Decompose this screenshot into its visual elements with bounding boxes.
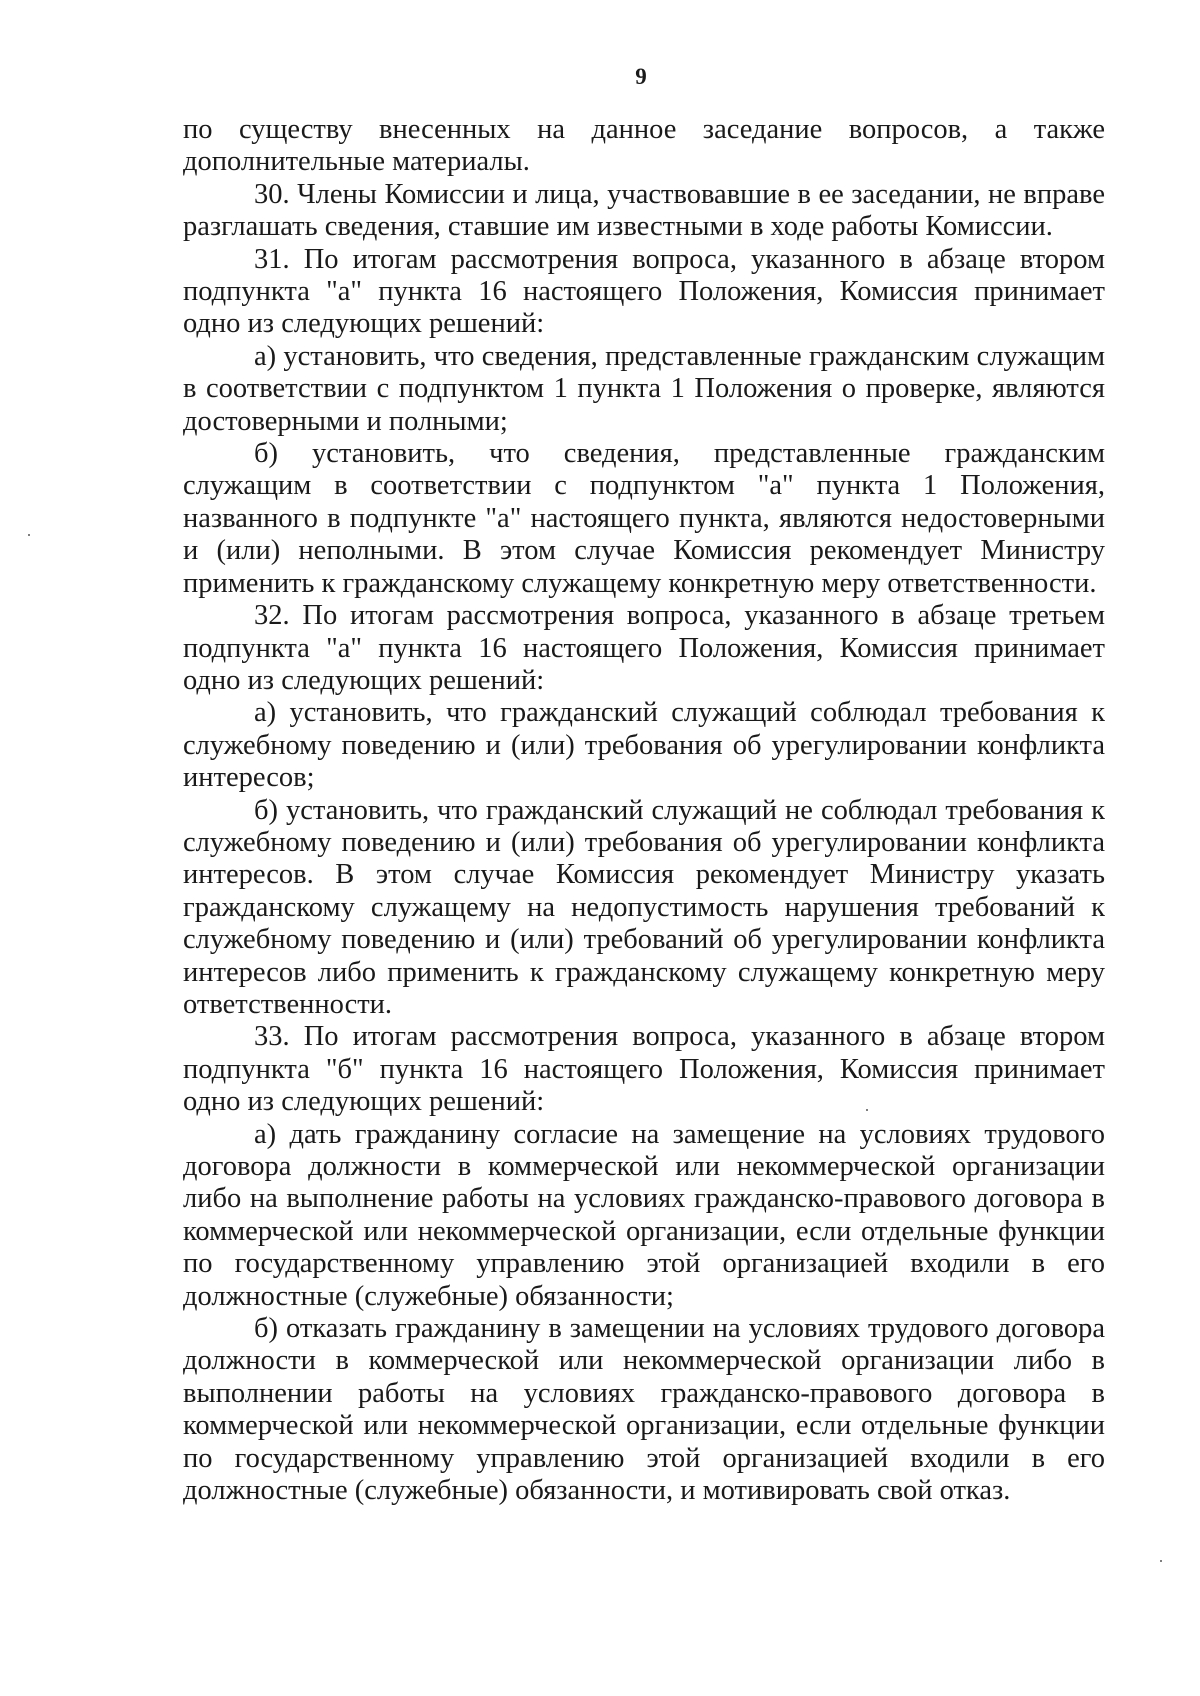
paragraph-item-33-b: б) отказать гражданину в замещении на условиях трудового договора должности в коммерческой или некоммерческой организации либо в выполнении работы на условиях гражданско-правового договора в коммерческой или некоммерческой организации, если отдельные функции по государственному управлению этой организацией входили в его должностные (служебные) обязанности, и мотивировать свой отказ. [183, 1313, 1105, 1507]
paragraph-item-33: 33. По итогам рассмотрения вопроса, указанного в абзаце втором подпункта "б" пункта 16 настоящего Положения, Комиссия принимает одно из следующих решений: [183, 1021, 1105, 1118]
document-body [183, 114, 1105, 1507]
paragraph-item-31-a: а) установить, что сведения, представленные гражданским служащим в соответствии с подпунктом 1 пункта 1 Положения о проверке, являются достоверными и полными; [183, 340, 1105, 437]
scan-speck [1160, 1560, 1162, 1562]
scan-speck [28, 534, 30, 536]
paragraph-continued: по существу внесенных на данное заседание вопросов, а также дополнительные материалы. [183, 114, 1105, 178]
paragraph-item-32: 32. По итогам рассмотрения вопроса, указанного в абзаце третьем подпункта "а" пункта 16 настоящего Положения, Комиссия принимает одно из следующих решений: [183, 600, 1105, 696]
paragraph-item-32-a: а) установить, что гражданский служащий соблюдал требования к служебному поведению и (или) требования об урегулировании конфликта интересов; [183, 697, 1105, 794]
paragraph-item-33-a: а) дать гражданину согласие на замещение на условиях трудового договора должности в коммерческой или некоммерческой организации либо на выполнение работы на условиях гражданско-правового договора в коммерческой или некоммерческой организации, если отдельные функции по государственному управлению этой организацией входили в его должностные (служебные) обязанности; [183, 1118, 1105, 1312]
paragraph-item-31-b: б) установить, что сведения, представленные гражданским служащим в соответствии с подпунктом "а" пункта 1 Положения, названного в подпункте "а" настоящего пункта, являются недостоверными и (или) неполными. В этом случае Комиссия рекомендует Министру применить к гражданскому служащему конкретную меру ответственности. [183, 438, 1105, 599]
paragraph-item-31: 31. По итогам рассмотрения вопроса, указанного в абзаце втором подпункта "а" пункта 16 настоящего Положения, Комиссия принимает одно из следующих решений: [183, 243, 1105, 340]
paragraph-item-30: 30. Члены Комиссии и лица, участвовавшие в ее заседании, не вправе разглашать сведения, ставшие им известными в ходе работы Комиссии. [183, 178, 1105, 243]
scan-speck [866, 1109, 868, 1111]
paragraph-item-32-b: б) установить, что гражданский служащий не соблюдал требования к служебному поведению и (или) требования об урегулировании конфликта интересов. В этом случае Комиссия рекомендует Министру указать гражданскому служащему на недопустимость нарушения требований к служебному поведению и (или) требований об урегулировании конфликта интересов либо применить к гражданскому служащему конкретную меру ответственности. [183, 794, 1105, 1020]
page-number: 9 [635, 64, 647, 89]
